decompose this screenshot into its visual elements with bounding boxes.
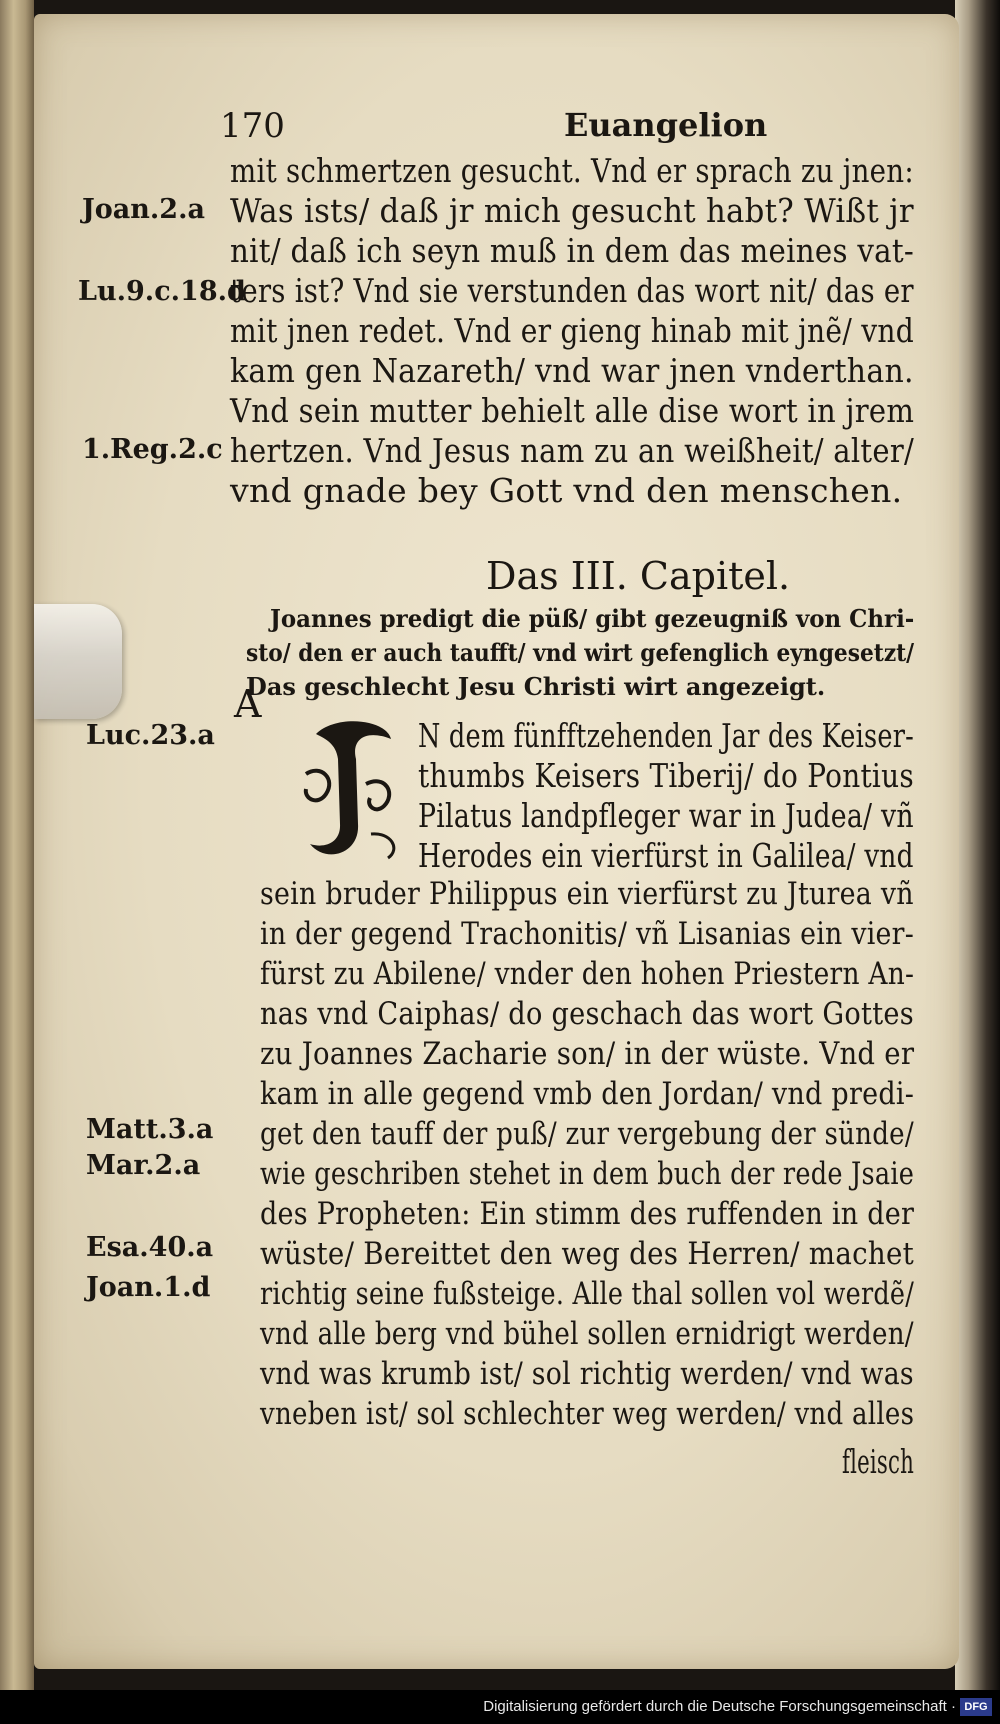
body-line: mit schmertzen gesucht. Vnd er sprach zu jnen: (230, 151, 914, 190)
body-line: wie geschriben stehet in dem buch der rede Jsaie (260, 1156, 915, 1192)
body-line: thumbs Keisers Tiberij/ do Pontius (418, 756, 914, 795)
clip-tab (34, 604, 122, 719)
section-letter: A (234, 682, 262, 726)
body-line: vnd alle berg vnd bühel sollen ernidrigt werden/ (260, 1316, 914, 1352)
page-number: 170 (220, 106, 285, 146)
footer-bar (0, 1690, 1000, 1724)
body-line: kam in alle gegend vmb den Jordan/ vnd predi- (260, 1076, 915, 1112)
catchword: fleisch (842, 1442, 914, 1481)
margin-note: Joan.2.a (82, 194, 205, 225)
chapter-summary-line: sto/ den er auch taufft/ vnd wirt gefenglich eyngesetzt/ (246, 638, 915, 667)
body-line: Herodes ein vierfürst in Galilea/ vnd (418, 836, 914, 875)
body-line: in der gegend Trachonitis/ vñ Lisanias ein vier- (260, 916, 915, 952)
margin-note: 1.Reg.2.c (82, 434, 223, 465)
book-page (34, 14, 959, 1669)
body-line: ters ist? Vnd sie verstunden das wort nit/ das er (230, 271, 914, 310)
body-line: vneben ist/ sol schlechter weg werden/ vnd alles (260, 1396, 915, 1432)
margin-note: Lu.9.c.18.d (78, 276, 246, 307)
body-line: zu Joannes Zacharie son/ in der wüste. Vnd er (260, 1036, 915, 1072)
body-line: mit jnen redet. Vnd er gieng hinab mit jnẽ/ vnd (230, 311, 914, 350)
running-head: Euangelion (564, 106, 768, 144)
chapter-summary-line: Das geschlecht Jesu Christi wirt angezeigt. (246, 672, 826, 701)
dfg-logo: DFG (960, 1698, 992, 1716)
ornamental-initial (296, 714, 406, 866)
body-line: N dem fünfftzehenden Jar des Keiser- (418, 716, 915, 755)
body-line: kam gen Nazareth/ vnd war jnen vnderthan. (230, 351, 914, 390)
body-line: get den tauff der puß/ zur vergebung der sünde/ (260, 1116, 914, 1152)
body-line: nas vnd Caiphas/ do geschach das wort Gottes (260, 996, 914, 1032)
ornamental-initial-graphic (296, 714, 406, 866)
body-line: wüste/ Bereittet den weg des Herren/ machet (260, 1236, 915, 1272)
margin-note: Mar.2.a (86, 1150, 201, 1181)
book-spine-edge (0, 0, 34, 1690)
margin-note: Matt.3.a (86, 1114, 214, 1145)
body-line: Vnd sein mutter behielt alle dise wort in jrem (230, 391, 915, 430)
body-line: richtig seine fußsteige. Alle thal sollen vol werdẽ/ (260, 1276, 915, 1312)
body-line: Was ists/ daß jr mich gesucht habt? Wißt jr (230, 191, 914, 230)
margin-note: Joan.1.d (86, 1272, 211, 1303)
body-line: vnd was krumb ist/ sol richtig werden/ vnd was (260, 1356, 914, 1392)
body-line: Pilatus landpfleger war in Judea/ vñ (418, 796, 914, 835)
footer-credit: Digitalisierung gefördert durch die Deutsche Forschungsgemeinschaft · (483, 1698, 956, 1715)
body-line: des Propheten: Ein stimm des ruffenden in der (260, 1196, 915, 1232)
body-line: fürst zu Abilene/ vnder den hohen Priestern An- (260, 956, 915, 992)
page-stack-edge (955, 0, 1000, 1690)
body-line: hertzen. Vnd Jesus nam zu an weißheit/ alter/ (230, 431, 915, 470)
margin-note: Esa.40.a (86, 1232, 214, 1263)
chapter-title: Das III. Capitel. (486, 554, 791, 598)
chapter-summary-line: Joannes predigt die püß/ gibt gezeugniß von Chri- (270, 604, 915, 633)
body-line: vnd gnade bey Gott vnd den menschen. (230, 471, 903, 510)
margin-note: Luc.23.a (86, 720, 215, 751)
body-line: nit/ daß ich seyn muß in dem das meines vat- (230, 231, 915, 270)
body-line: sein bruder Philippus ein vierfürst zu Jturea vñ (260, 876, 914, 912)
